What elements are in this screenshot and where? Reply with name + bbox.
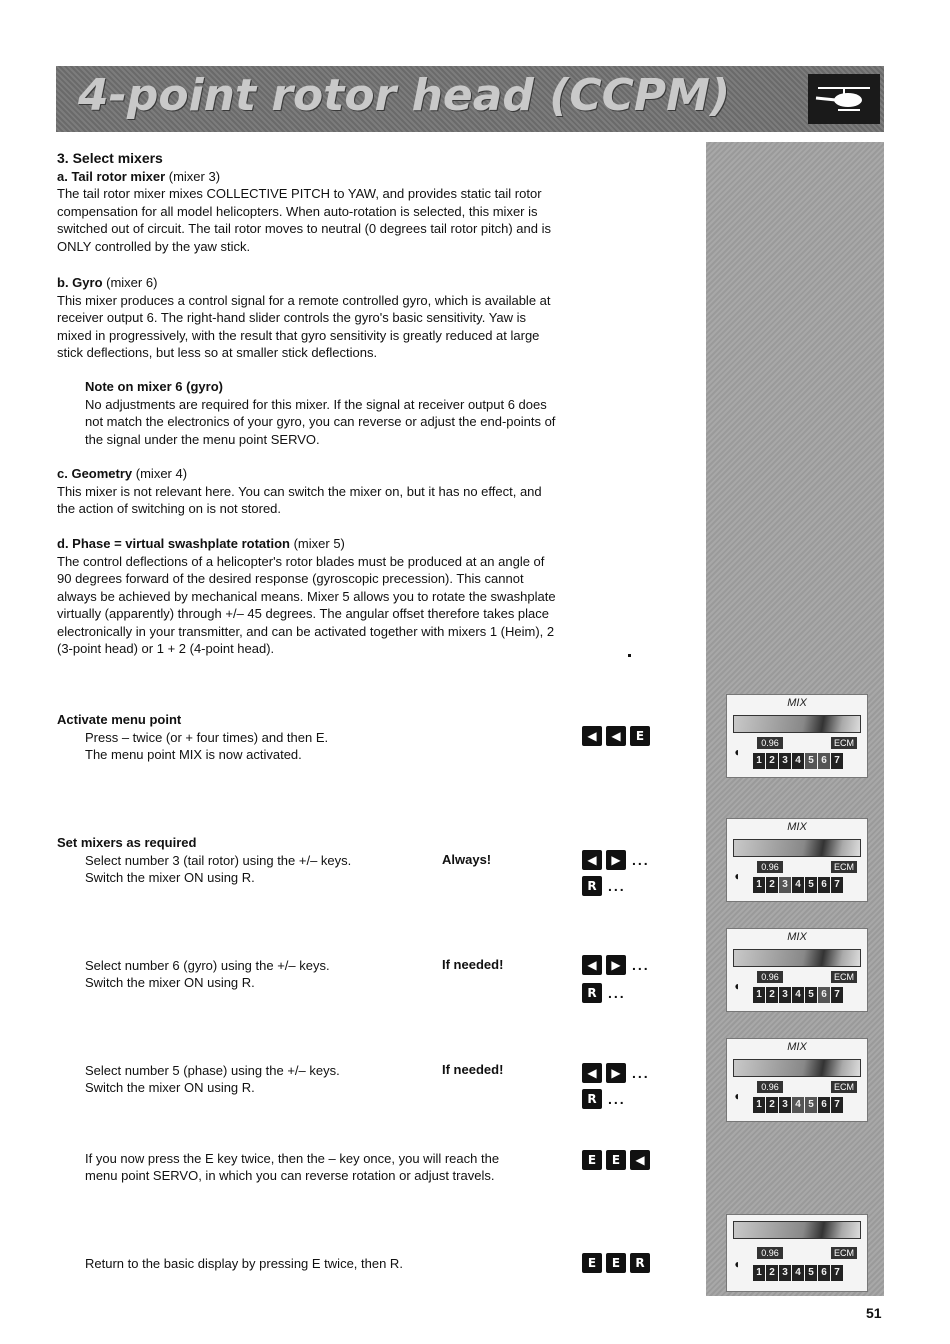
- lcd-cell: 5: [805, 877, 817, 893]
- step2-line-2: Switch the mixer ON using R.: [85, 975, 255, 990]
- lcd-left-box: 0.96: [757, 1247, 783, 1259]
- lcd-cell: 4: [792, 987, 804, 1003]
- lcd-cell: 4: [792, 753, 804, 769]
- lcd-cell: 1: [753, 1265, 765, 1281]
- lcd-cell: 6: [818, 877, 830, 893]
- continue-dots: ...: [632, 852, 650, 868]
- e-key-icon: E: [582, 1150, 602, 1170]
- minus-key-icon: ◀: [630, 1150, 650, 1170]
- lcd-cell: 4: [792, 1265, 804, 1281]
- continue-dots: ...: [632, 1065, 650, 1081]
- page-banner: [56, 66, 884, 132]
- lcd-cell: 5: [805, 1265, 817, 1281]
- activate-heading: Activate menu point: [57, 712, 182, 727]
- mixer-d-body: The control deflections of a helicopter's rotor blades must be produced at an angle of 90 degrees forward of the desired response (gyroscopic precession). This cannot always be achieved by mechanical means. Mixer 5 allows you to rotate the swashplate virtually (apparently) through +/– 45 degrees. The angular offset therefore takes place electronically in your transmitter, and can be activated together with mixers 1 (Heim), 2 (3-point head) or 1 + 2 (4-point head).: [57, 553, 556, 656]
- lcd-cell: 4: [792, 1097, 804, 1113]
- banner-title: 4-point rotor head (CCPM): [78, 70, 731, 121]
- lcd-cell: 3: [779, 877, 791, 893]
- lcd-bar: [733, 1221, 861, 1239]
- lcd-cell: 1: [753, 753, 765, 769]
- lcd-cell: 3: [779, 987, 791, 1003]
- lcd-cell: 2: [766, 1097, 778, 1113]
- set-mixers-heading: Set mixers as required: [57, 835, 197, 850]
- mixer-d-block: [57, 535, 561, 658]
- activate-line-2: The menu point MIX is now activated.: [85, 747, 302, 762]
- step2-keys-row-1: [582, 955, 650, 975]
- lcd-right-box: ECM: [831, 1247, 857, 1259]
- lcd-right-box: ECM: [831, 737, 857, 749]
- step3-keys-row-1: [582, 1063, 650, 1083]
- mixer-a-body: The tail rotor mixer mixes COLLECTIVE PITCH to YAW, and provides static tail rotor compensation for all model helicopters. When auto-rotation is selected, this mixer is switched out of circuit. The tail rotor moves to neutral (0 degrees tail rotor pitch) and is ONLY controlled by the yaw stick.: [57, 186, 551, 254]
- switch-icon: ◖: [733, 1089, 741, 1103]
- step3-keys-row-2: [582, 1089, 626, 1109]
- lcd-cell: 6: [818, 1097, 830, 1113]
- mixer-d-heading: d. Phase = virtual swashplate rotation (mixer 5): [57, 536, 345, 551]
- e-key-icon: E: [606, 1253, 626, 1273]
- lcd-left-box: 0.96: [757, 861, 783, 873]
- lcd-cell: 1: [753, 1097, 765, 1113]
- lcd-left-box: 0.96: [757, 971, 783, 983]
- lcd-display: [726, 928, 868, 1012]
- step3-line-1: Select number 5 (phase) using the +/– keys.: [85, 1063, 340, 1078]
- lcd-bar: [733, 1059, 861, 1077]
- lcd-right-box: ECM: [831, 1081, 857, 1093]
- lcd-left-box: 0.96: [757, 737, 783, 749]
- lcd-cell: 7: [831, 753, 843, 769]
- minus-key-icon: ◀: [582, 726, 602, 746]
- lcd-cell: 3: [779, 1097, 791, 1113]
- lcd-cell: 7: [831, 1265, 843, 1281]
- step1-line-2: Switch the mixer ON using R.: [85, 870, 255, 885]
- minus-key-icon: ◀: [582, 1063, 602, 1083]
- minus-key-icon: ◀: [582, 955, 602, 975]
- step1-flag: Always!: [442, 852, 492, 867]
- switch-icon: ◖: [733, 869, 741, 883]
- mixer-b-block: [57, 274, 561, 362]
- servo-keys: [582, 1150, 650, 1170]
- servo-line-2: menu point SERVO, in which you can reverse rotation or adjust travels.: [85, 1168, 495, 1183]
- plus-key-icon: ▶: [606, 955, 626, 975]
- lcd-cell: 5: [805, 987, 817, 1003]
- lcd-display: [726, 818, 868, 902]
- return-keys: [582, 1253, 650, 1273]
- lcd-bar: [733, 949, 861, 967]
- lcd-cell: 2: [766, 877, 778, 893]
- step2-flag: If needed!: [442, 957, 504, 972]
- activate-line-1: Press – twice (or + four times) and then E.: [85, 730, 329, 745]
- step1-line-1: Select number 3 (tail rotor) using the +/– keys.: [85, 853, 352, 868]
- minus-key-icon: ◀: [606, 726, 626, 746]
- lcd-bar: [733, 839, 861, 857]
- note-heading: Note on mixer 6 (gyro): [85, 379, 223, 394]
- lcd-cell: 6: [818, 753, 830, 769]
- lcd-title: MIX: [787, 931, 807, 943]
- lcd-cell: 6: [818, 987, 830, 1003]
- e-key-icon: E: [582, 1253, 602, 1273]
- lcd-mixer-cells: [753, 987, 843, 1003]
- lcd-title: MIX: [787, 697, 807, 709]
- lcd-mixer-cells: [753, 877, 843, 893]
- activate-keys: [582, 726, 650, 746]
- lcd-cell: 3: [779, 1265, 791, 1281]
- lcd-display: [726, 1038, 868, 1122]
- continue-dots: ...: [608, 878, 626, 894]
- step3-line-2: Switch the mixer ON using R.: [85, 1080, 255, 1095]
- lcd-cell: 7: [831, 877, 843, 893]
- step2-line-1: Select number 6 (gyro) using the +/– keys.: [85, 958, 330, 973]
- plus-key-icon: ▶: [606, 1063, 626, 1083]
- lcd-cell: 2: [766, 753, 778, 769]
- lcd-display: [726, 1214, 868, 1292]
- minus-key-icon: ◀: [582, 850, 602, 870]
- mixer-b-body: This mixer produces a control signal for a remote controlled gyro, which is available at receiver output 6. The right-hand slider controls the gyro's basic sensitivity. Yaw is mixed in progressively, with the result that gyro sensitivity is greatly reduced at large stick deflections, but less so at smaller stick deflections.: [57, 292, 551, 360]
- plus-key-icon: ▶: [606, 850, 626, 870]
- lcd-display: [726, 694, 868, 778]
- lcd-right-box: ECM: [831, 971, 857, 983]
- e-key-icon: E: [630, 726, 650, 746]
- lcd-bar: [733, 715, 861, 733]
- lcd-cell: 2: [766, 987, 778, 1003]
- section-title: 3. Select mixers: [57, 150, 163, 166]
- lcd-cell: 6: [818, 1265, 830, 1281]
- step1-keys-row-1: [582, 850, 650, 870]
- lcd-mixer-cells: [753, 753, 843, 769]
- lcd-cell: 7: [831, 987, 843, 1003]
- lcd-mixer-cells: [753, 1265, 843, 1281]
- servo-line-1: If you now press the E key twice, then the – key once, you will reach the: [85, 1151, 500, 1166]
- e-key-icon: E: [606, 1150, 626, 1170]
- continue-dots: ...: [608, 985, 626, 1001]
- lcd-cell: 4: [792, 877, 804, 893]
- gyro-note: [85, 378, 561, 448]
- continue-dots: ...: [632, 957, 650, 973]
- continue-dots: ...: [608, 1091, 626, 1107]
- step3-flag: If needed!: [442, 1062, 504, 1077]
- note-body: No adjustments are required for this mixer. If the signal at receiver output 6 does not match the electronics of your gyro, you can reverse or adjust the end-points of the signal under the menu point SERVO.: [85, 396, 556, 447]
- step1-keys-row-2: [582, 876, 626, 896]
- mixer-c-block: [57, 465, 561, 518]
- lcd-title: MIX: [787, 821, 807, 833]
- switch-icon: ◖: [733, 745, 741, 759]
- switch-icon: ◖: [733, 979, 741, 993]
- lcd-cell: 5: [805, 1097, 817, 1113]
- page-number: 51: [866, 1305, 882, 1321]
- lcd-right-box: ECM: [831, 861, 857, 873]
- lcd-cell: 5: [805, 753, 817, 769]
- lcd-cell: 2: [766, 1265, 778, 1281]
- mixers-section: [57, 150, 561, 255]
- return-line: Return to the basic display by pressing E twice, then R.: [85, 1256, 403, 1271]
- stray-dot: [628, 654, 631, 657]
- r-key-icon: R: [582, 1089, 602, 1109]
- step2-keys-row-2: [582, 983, 626, 1003]
- r-key-icon: R: [630, 1253, 650, 1273]
- lcd-cell: 7: [831, 1097, 843, 1113]
- lcd-left-box: 0.96: [757, 1081, 783, 1093]
- helicopter-icon: [808, 74, 880, 124]
- lcd-cell: 1: [753, 987, 765, 1003]
- lcd-cell: 3: [779, 753, 791, 769]
- mixer-a-heading: a. Tail rotor mixer (mixer 3): [57, 168, 221, 184]
- mixer-b-heading: b. Gyro (mixer 6): [57, 275, 158, 290]
- mixer-c-body: This mixer is not relevant here. You can switch the mixer on, but it has no effect, and the action of switching on is not stored.: [57, 483, 542, 516]
- lcd-cell: 1: [753, 877, 765, 893]
- lcd-mixer-cells: [753, 1097, 843, 1113]
- switch-icon: ◖: [733, 1257, 741, 1271]
- r-key-icon: R: [582, 983, 602, 1003]
- r-key-icon: R: [582, 876, 602, 896]
- lcd-title: MIX: [787, 1041, 807, 1053]
- mixer-c-heading: c. Geometry (mixer 4): [57, 466, 188, 481]
